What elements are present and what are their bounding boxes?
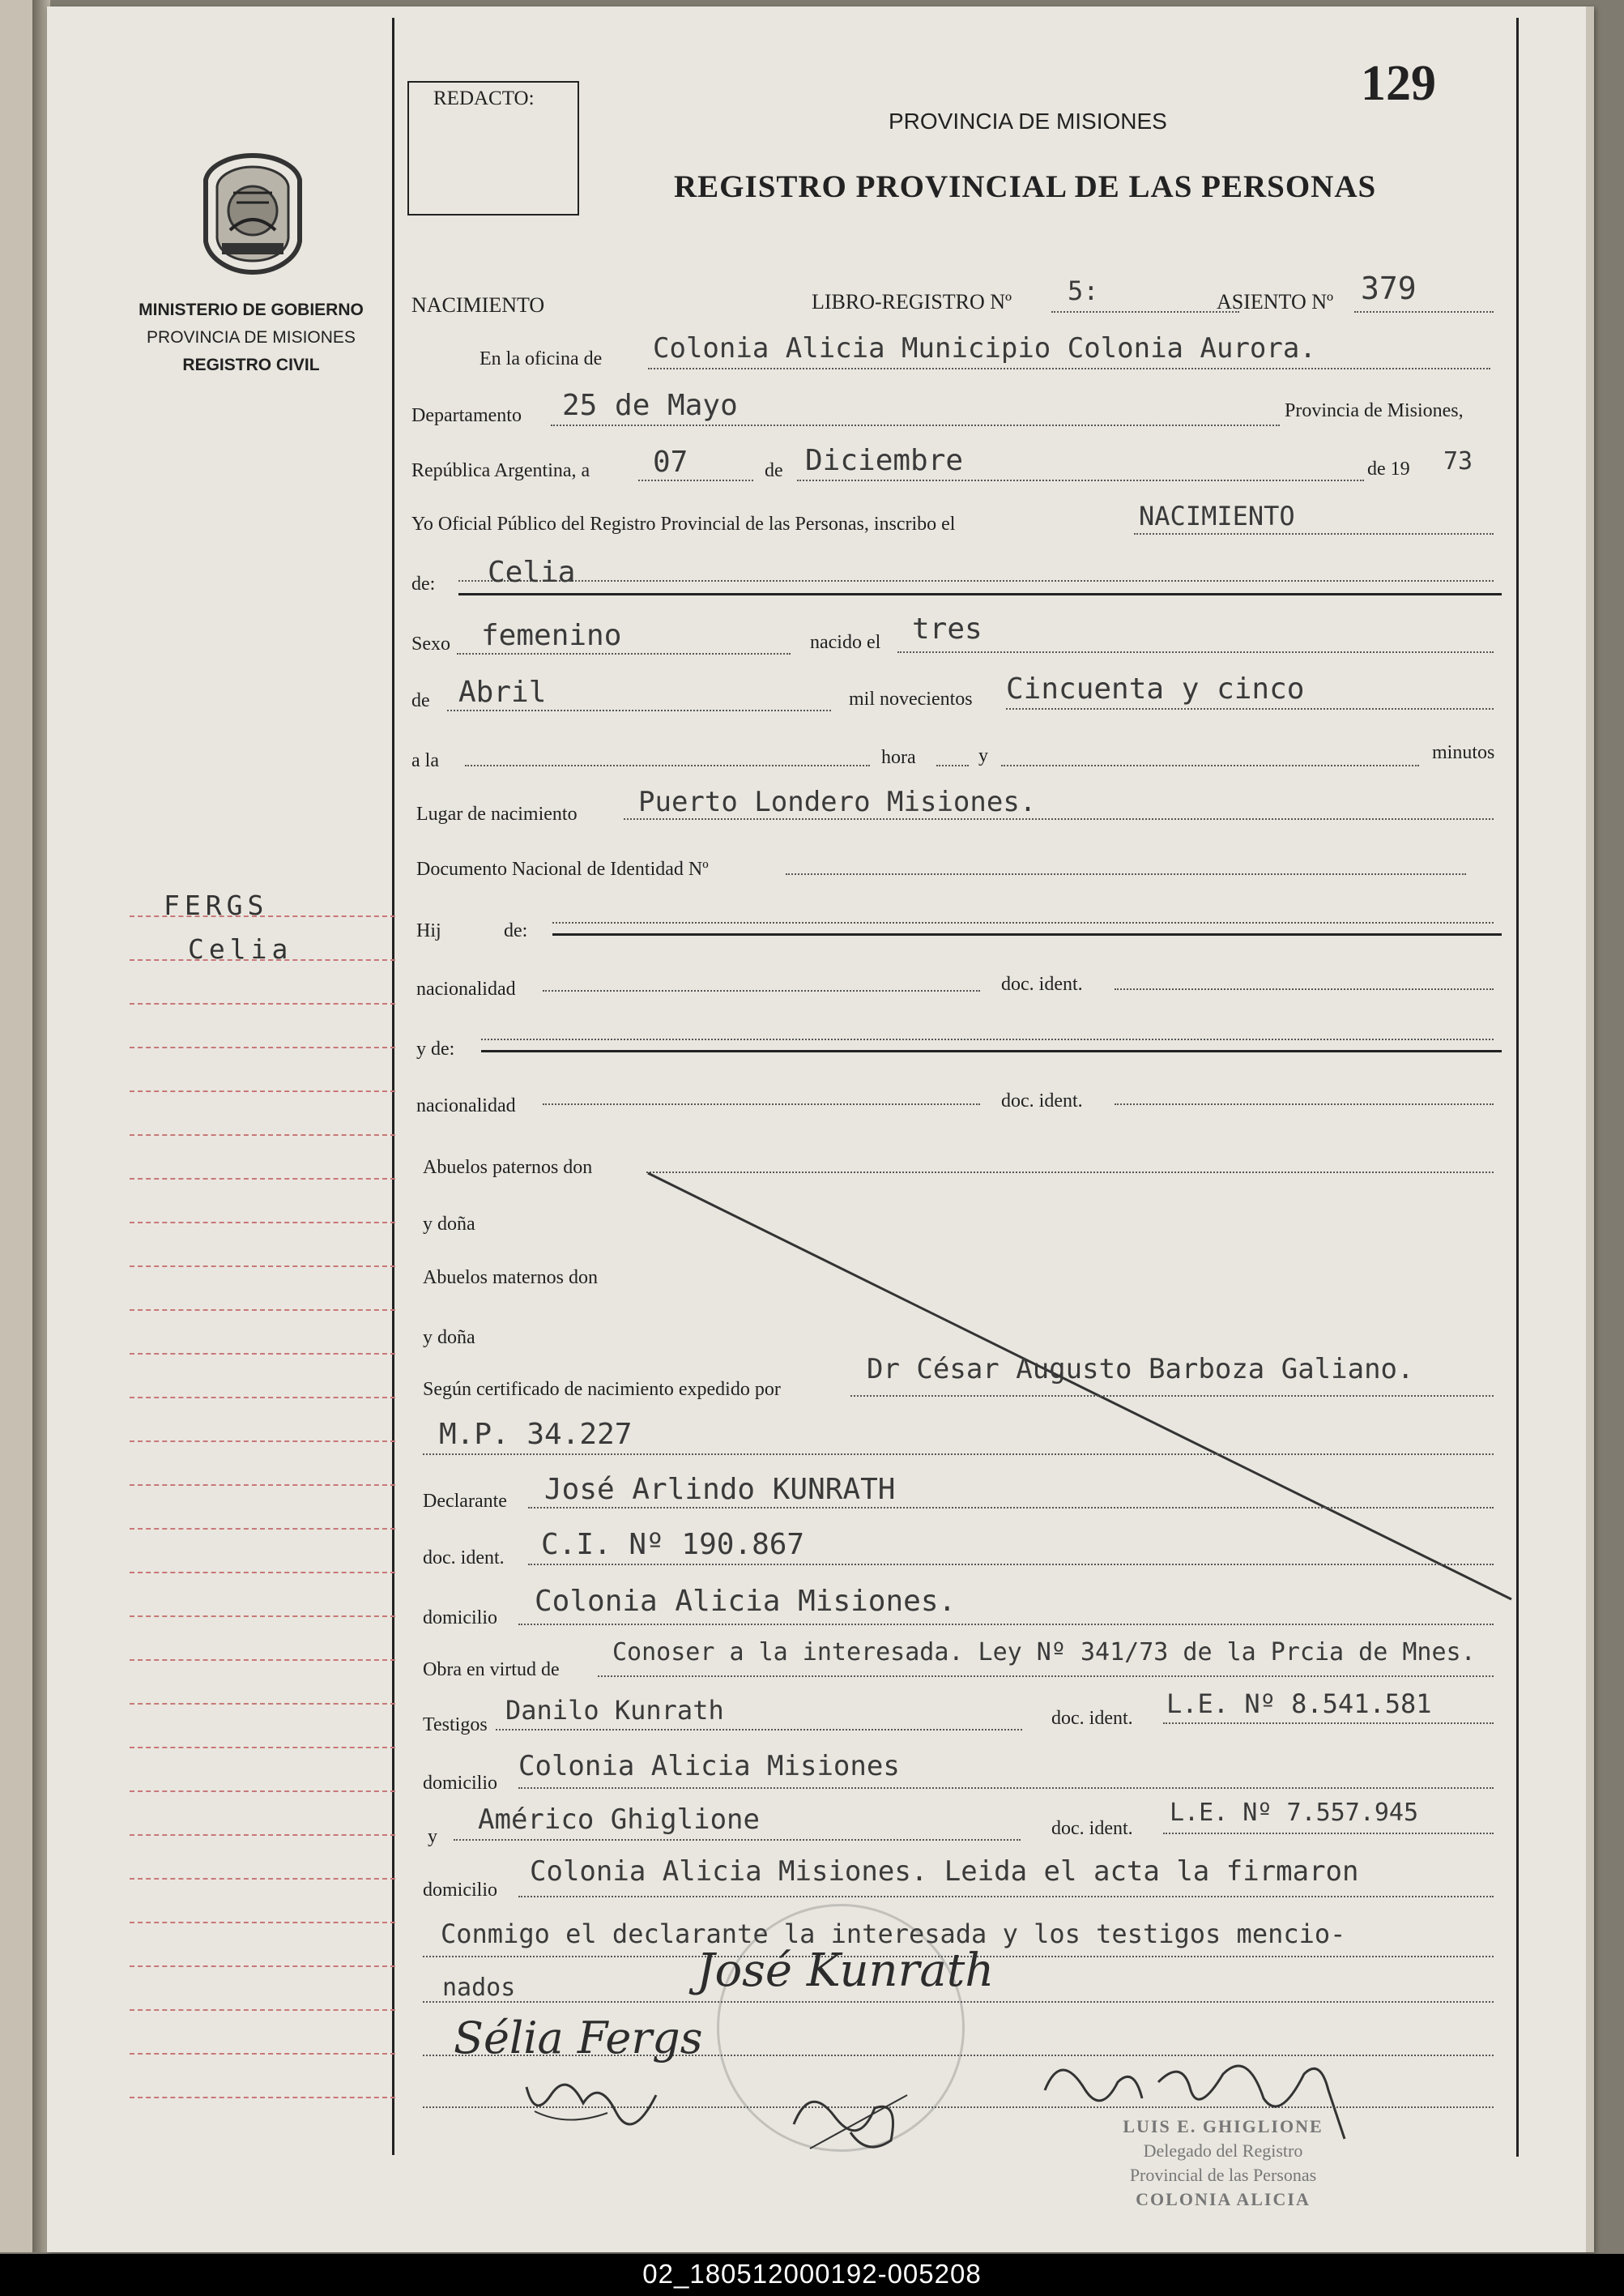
- obra-label: Obra en virtud de: [423, 1659, 560, 1680]
- obra-line: [598, 1675, 1494, 1677]
- ministry-registry: REGISTRO CIVIL: [182, 356, 320, 374]
- hij-de-label: de:: [504, 920, 528, 941]
- scan-id: 02_180512000192-005208: [642, 2259, 982, 2289]
- a-la-label: a la: [411, 750, 439, 771]
- page-number: 129: [1361, 56, 1436, 111]
- testigo2-doc-value: L.E. Nº 7.557.945: [1170, 1799, 1419, 1827]
- dona-paterna-label: y doña: [423, 1214, 475, 1235]
- testigo2-line: [454, 1839, 1021, 1841]
- testigos-label: Testigos: [423, 1714, 488, 1735]
- segun-line-2: [423, 1453, 1494, 1455]
- ministry-province: PROVINCIA DE MISIONES: [147, 328, 356, 347]
- libro-label: LIBRO-REGISTRO Nº: [812, 290, 1012, 314]
- nacionalidad-2-label: nacionalidad: [416, 1095, 516, 1116]
- closing-line-1: Conmigo el declarante la interesada y los testigos mencio-: [441, 1918, 1346, 1949]
- y-de-label: y de:: [416, 1039, 455, 1060]
- asiento-label: ASIENTO Nº: [1217, 290, 1334, 314]
- libro-value: 5:: [1068, 275, 1099, 306]
- year-prefix: de 19: [1367, 459, 1410, 480]
- province-header: PROVINCIA DE MISIONES: [889, 109, 1167, 134]
- inscribo-value: NACIMIENTO: [1139, 501, 1295, 531]
- oficina-value: Colonia Alicia Municipio Colonia Aurora.: [653, 332, 1316, 365]
- declarante-domicilio-value: Colonia Alicia Misiones.: [535, 1585, 957, 1618]
- declarante-doc-line: [528, 1564, 1494, 1565]
- provincia-suffix: Provincia de Misiones,: [1285, 400, 1464, 421]
- year-value: 73: [1443, 447, 1473, 476]
- testigo1-line: [496, 1729, 1022, 1731]
- testigo1-value: Danilo Kunrath: [505, 1695, 724, 1726]
- oficial-label: Yo Oficial Público del Registro Provincial de las Personas, inscribo el: [411, 514, 956, 535]
- segun-value-2: M.P. 34.227: [439, 1418, 633, 1451]
- testigo1-domicilio-line: [518, 1787, 1494, 1789]
- declarante-value: José Arlindo KUNRATH: [544, 1473, 896, 1506]
- month-value: Diciembre: [805, 444, 964, 477]
- abuelos-maternos-label: Abuelos maternos don: [423, 1267, 598, 1288]
- declarante-label: Declarante: [423, 1491, 507, 1512]
- name-value: Celia: [488, 556, 576, 589]
- testigo2-domicilio-label: domicilio: [423, 1880, 497, 1901]
- republica-label: República Argentina, a: [411, 460, 590, 481]
- ministry-name: MINISTERIO DE GOBIERNO: [139, 301, 364, 319]
- delegado-block: [1085, 2115, 1361, 2212]
- departamento-value: 25 de Mayo: [562, 389, 738, 422]
- scan-id-strip: [0, 2254, 1624, 2296]
- nacimiento-label: NACIMIENTO: [411, 293, 545, 317]
- abuelos-paternos-label: Abuelos paternos don: [423, 1157, 593, 1178]
- segun-line: [850, 1395, 1494, 1397]
- testigo1-doc-label: doc. ident.: [1051, 1708, 1133, 1729]
- declarante-domicilio-line: [518, 1624, 1494, 1625]
- y-label: y: [978, 745, 988, 766]
- testigo2-doc-line: [1163, 1833, 1494, 1834]
- birth-month-de-label: de: [411, 690, 430, 711]
- doc-ident-1-label: doc. ident.: [1001, 974, 1083, 995]
- mil-value: Cincuenta y cinco: [1006, 672, 1305, 706]
- signature-interesada: Sélia Fergs: [454, 2012, 703, 2063]
- day-value: 07: [653, 446, 688, 479]
- closing-line-2: nados: [442, 1974, 516, 2002]
- month-de-label: de: [765, 460, 783, 481]
- doc-ident-2-label: doc. ident.: [1001, 1090, 1083, 1112]
- delegado-title-2: Provincial de las Personas: [1129, 2165, 1317, 2185]
- departamento-label: Departamento: [411, 405, 522, 426]
- hij-label: Hij: [416, 920, 441, 941]
- sidebar-note-name: Celia: [188, 933, 293, 965]
- registry-header: REGISTRO PROVINCIAL DE LAS PERSONAS: [674, 169, 1377, 204]
- sidebar-note-surname: FERGS: [164, 890, 269, 921]
- dona-materna-label: y doña: [423, 1327, 475, 1348]
- testigo1-doc-value: L.E. Nº 8.541.581: [1166, 1688, 1432, 1719]
- testigo2-y-label: y: [428, 1826, 437, 1847]
- segun-value: Dr César Augusto Barboza Galiano.: [867, 1353, 1414, 1385]
- testigo2-value: Américo Ghiglione: [478, 1803, 760, 1836]
- testigo2-domicilio-line: [518, 1896, 1494, 1897]
- testigo1-domicilio-label: domicilio: [423, 1773, 497, 1794]
- signature-scribble-2: [778, 2076, 940, 2165]
- lugar-value: Puerto Londero Misiones.: [638, 786, 1037, 818]
- segun-label: Según certificado de nacimiento expedido por: [423, 1379, 781, 1400]
- declarante-domicilio-label: domicilio: [423, 1607, 497, 1628]
- oficina-label: En la oficina de: [480, 348, 603, 369]
- delegado-title-1: Delegado del Registro: [1143, 2140, 1303, 2161]
- minutos-label: minutos: [1432, 742, 1495, 763]
- mil-label: mil novecientos: [849, 689, 973, 710]
- testigo2-domicilio-value: Colonia Alicia Misiones. Leida el acta la firmaron: [530, 1855, 1359, 1888]
- dni-label: Documento Nacional de Identidad Nº: [416, 859, 709, 880]
- testigo2-doc-label: doc. ident.: [1051, 1818, 1133, 1839]
- name-de-label: de:: [411, 574, 436, 595]
- sexo-value: femenino: [481, 619, 622, 652]
- obra-value: Conoser a la interesada. Ley Nº 341/73 de la Prcia de Mnes.: [612, 1638, 1476, 1667]
- delegado-name: LUIS E. GHIGLIONE: [1123, 2116, 1323, 2136]
- testigo1-domicilio-value: Colonia Alicia Misiones: [518, 1750, 900, 1782]
- lugar-label: Lugar de nacimiento: [416, 804, 578, 825]
- declarante-doc-value: C.I. Nº 190.867: [541, 1528, 805, 1561]
- nacionalidad-1-label: nacionalidad: [416, 979, 516, 1000]
- sexo-label: Sexo: [411, 634, 450, 655]
- signature-scribble-1: [518, 2063, 680, 2136]
- nacido-value: tres: [912, 612, 982, 646]
- hora-label: hora: [881, 747, 916, 768]
- signature-declarante: José Kunrath: [697, 1944, 995, 1997]
- birth-month-value: Abril: [458, 676, 547, 709]
- delegado-place: COLONIA ALICIA: [1136, 2189, 1311, 2209]
- nacido-label: nacido el: [810, 632, 881, 653]
- testigo1-doc-line: [1163, 1722, 1494, 1724]
- asiento-value: 379: [1361, 271, 1417, 306]
- redacto-label: REDACTO:: [433, 87, 535, 109]
- declarante-doc-label: doc. ident.: [423, 1547, 505, 1568]
- declarante-line: [528, 1507, 1494, 1509]
